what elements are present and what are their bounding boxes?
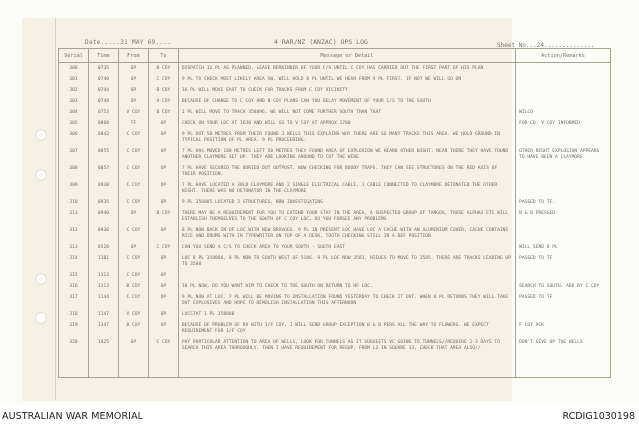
cell-from: C COY [118, 129, 148, 146]
cell-to: OP [148, 281, 178, 292]
cell-message: 7 PL HAS MOVED 100 METRES LEFT 50 METRES THEY FOUND AREA OF EXPLOSION WE HEARD OTHER NIGHT. NEAR THERE THEY HAVE FOUND ANOTHER CLAYMORE SET UP. THEY ARE LOOKING AROUND TO CUT THE WIRE [178, 146, 515, 163]
cell-remarks [516, 129, 611, 146]
table-header-row [59, 49, 611, 63]
cell-message: CAN YOU SEND A C/S TO CHECK AREA TO YOUR SOUTH - SOUTH EAST [178, 242, 515, 253]
cell-to: B COY [148, 85, 178, 96]
cell-remarks: DON'T GIVE UP THE WELLS [516, 337, 611, 377]
cell-serial: 300 [59, 63, 89, 75]
punch-hole [35, 129, 47, 141]
cell-serial: 311 [59, 208, 89, 225]
cell-message: CHECK ON YOUR LOC AT 1630 AND WILL GO TO V COY AT APPROX 1700 [178, 118, 515, 129]
cell-remarks: SEARCH TO SOUTH. ADD BY C COY [516, 281, 611, 292]
margin-line [55, 18, 56, 400]
punch-hole [35, 273, 47, 285]
punch-hole [35, 312, 47, 324]
table-row [59, 253, 611, 270]
cell-remarks [516, 180, 611, 197]
institution-label: AUSTRALIAN WAR MEMORIAL [2, 411, 144, 422]
table-row [59, 197, 611, 208]
cell-time: 0930 [88, 225, 118, 242]
cell-serial: 306 [59, 129, 89, 146]
cell-time: 0935 [88, 197, 118, 208]
cell-time: 0520 [88, 242, 118, 253]
cell-message: BECAUSE OF PROBLEM OF RV WITH 1/F COY, I WILL SEND GROUP EXCEPTION B & B PERS ALL THE WAY TO FLOWERS. WE EXPECT REQUIREMENT FOR 1/F COY [178, 320, 515, 337]
table-row [59, 208, 611, 225]
cell-to: C COY [148, 242, 178, 253]
cell-from: C COY [118, 146, 148, 163]
cell-remarks [516, 163, 611, 180]
column-header-message: Message or Detail [178, 49, 515, 63]
cell-to: OP [148, 180, 178, 197]
cell-to: OP [148, 253, 178, 270]
log-body [59, 63, 611, 378]
cell-from: C COY [118, 197, 148, 208]
table-row [59, 180, 611, 197]
column-header-serial: Serial [59, 49, 89, 63]
cell-to: B COY [148, 63, 178, 75]
cell-time: 1425 [88, 337, 118, 377]
cell-time: 0740 [88, 74, 118, 85]
cell-message: 10 PL NOW, DO YOU WANT HIM TO CHECK TO THE SOUTH ON RETURN TO HF LOC. [178, 281, 515, 292]
log-date: Date.....31 MAY 69.... [85, 39, 172, 46]
cell-time: 0940 [88, 208, 118, 225]
cell-from: C COY [118, 163, 148, 180]
table-row [59, 270, 611, 281]
cell-serial: 320 [59, 337, 89, 377]
cell-message: DISPATCH 11 PL AS PLANNED, LEAVE REMAINDER OF YOUR C/S UNTIL C COY HAS CARRIED OUT THE FIRST PART OF HIS PLAN [178, 63, 515, 75]
cell-remarks: WILCO [516, 107, 611, 118]
cell-serial: 316 [59, 281, 89, 292]
column-header-remarks: Action/Remarks [516, 49, 611, 63]
cell-serial: 308 [59, 163, 89, 180]
cell-time: 0753 [88, 107, 118, 118]
cell-message: LOCSTAT 1 PL 358888 [178, 309, 515, 320]
cell-serial: 318 [59, 309, 89, 320]
table-row [59, 85, 611, 96]
cell-remarks [516, 225, 611, 242]
cell-to: OP [148, 129, 178, 146]
cell-time: 0748 [88, 96, 118, 107]
cell-to: OP [148, 270, 178, 281]
cell-to: OP [148, 309, 178, 320]
cell-time: 1347 [88, 320, 118, 337]
cell-from: OP [118, 208, 148, 225]
cell-remarks [516, 85, 611, 96]
cell-to: OP [148, 197, 178, 208]
punch-hole [35, 169, 47, 181]
cell-serial: 317 [59, 292, 89, 309]
cell-from: C COY [118, 180, 148, 197]
cell-serial: 304 [59, 107, 89, 118]
cell-from: C COY [118, 225, 148, 242]
column-header-to: To [148, 49, 178, 63]
table-row [59, 118, 611, 129]
cell-to: OP [148, 225, 178, 242]
table-row [59, 63, 611, 75]
table-row [59, 242, 611, 253]
column-header-time: Time [88, 49, 118, 63]
log-title: 4 RAR/NZ (ANZAC) OPS LOG [274, 38, 368, 46]
cell-message: 9 PL TO CHECK MOST LIKELY AREA SW. WILL HOLD 8 PL UNTIL WE HEAR FROM 9 PL FIRST. IF NOT WE WILL GO ON [178, 74, 515, 85]
table-row [59, 107, 611, 118]
cell-message: 10 PL WILL MOVE EAST TO CHECK FOR TRACKS FROM C COY VICINITY [178, 85, 515, 96]
cell-from: OP [118, 96, 148, 107]
cell-remarks [516, 96, 611, 107]
cell-message: THERE MAY BE A REQUIREMENT FOR YOU TO EXTEND YOUR STAY IN THE AREA, A SUSPECTED GROUP OF TANGOS, THOSE ALPHAS ETC WILL ESTABLISH THEMSELVES TO THE SOUTH OF C COY LOC, DO YOU FORSEE ANY PROBLEMS [178, 208, 515, 225]
table-row [59, 225, 611, 242]
cell-from: OP [118, 85, 148, 96]
cell-serial: 314 [59, 253, 89, 270]
cell-from: C COY [118, 253, 148, 270]
cell-to: V COY [148, 96, 178, 107]
cell-serial: 303 [59, 96, 89, 107]
table-row [59, 163, 611, 180]
cell-from: OP [118, 337, 148, 377]
cell-time: 1101 [88, 253, 118, 270]
cell-remarks: F COY ACK [516, 320, 611, 337]
table-row [59, 146, 611, 163]
table-row [59, 96, 611, 107]
cell-message: PAY PARTICULAR ATTENTION TO AREA OF WELLS, LOOK FOR TUNNELS AS IT SUGGESTS VC GOING TO TUNNELS//REQUIRE 2-3 DAYS TO SEARCH THIS AREA THOROUGHLY. THEN I HAVE REQUIREMENT FOR REGUP, FROM LZ IN SQUARE 13, CHECK THAT AREA ALSO// [178, 337, 515, 377]
cell-from: C COY [118, 292, 148, 309]
cell-to: C COY [148, 74, 178, 85]
table-row [59, 129, 611, 146]
cell-serial: 301 [59, 74, 89, 85]
accession-id: RCDIG1030198 [562, 411, 635, 422]
cell-to: C COY [148, 337, 178, 377]
table-row [59, 74, 611, 85]
cell-message: 9 PL OUT 50 METRES FROM THEIR FOUND 3 WELLS THIS EXPLAINS WHY THERE ARE SO MANY TRACKS THIS AREA. WE HOLD GROUND IN TYPICAL POSITION OF PL AREA. 9 PL PROCEEDING. [178, 129, 515, 146]
cell-message [178, 270, 515, 281]
table-row [59, 337, 611, 377]
cell-message: 1 PL WILL MOVE TO TRACK 358896, WE WILL NOT COME FURTHER SOUTH THAN THAT [178, 107, 515, 118]
cell-to: OP [148, 146, 178, 163]
cell-time: 1113 [88, 281, 118, 292]
cell-serial: 310 [59, 197, 89, 208]
cell-remarks: FOR CO: V COY INFORMED [516, 118, 611, 129]
cell-message: 7 PL HAVE SECURED THE BURIED DUT OUTPOST, NOW CHECKING FOR BOOBY TRAPS. THEY CAN SEE STRUCTURES ON THE RED AXIS OF THEIR POSITION. [178, 163, 515, 180]
cell-to: OP [148, 118, 178, 129]
cell-time: 0855 [88, 146, 118, 163]
cell-message: 9 PL NOW AT LOC. 7 PL WILL BE MOVING TO INSTALLATION FOUND YESTERDAY TO CHECK IT OUT. WHEN 8 PL RETURNS THEY WILL TAKE OUT EXPLOSIVES AND HOPE TO DEMOLISH INSTALLATION THIS AFTERNOON [178, 292, 515, 309]
cell-time: 0930 [88, 180, 118, 197]
cell-from: B COY [118, 320, 148, 337]
cell-to: OP [148, 292, 178, 309]
cell-remarks [516, 309, 611, 320]
cell-remarks [516, 74, 611, 85]
cell-time: 0744 [88, 85, 118, 96]
cell-remarks: PASSED TO TF [516, 253, 611, 270]
cell-message: 8 PL NOW BACK IN OF LOC WITH NEW BRAVOES. 9 PL IN PRESENT LOC HAVE LOC A CACHE WITH AN ALUMINIUM COVER, CACHE CONTAINS RICE AND DRUMS WITH IN TYPEWRITER ON TOP OF A DESK, TOOTH CHECKING STILL IN A DEF POSITION [178, 225, 515, 242]
cell-serial: 305 [59, 118, 89, 129]
cell-remarks [516, 63, 611, 75]
cell-time: 0735 [88, 63, 118, 75]
table-row [59, 320, 611, 337]
cell-from: C COY [118, 270, 148, 281]
cell-time: 0800 [88, 118, 118, 129]
cell-to: B COY [148, 107, 178, 118]
cell-serial: 313 [59, 242, 89, 253]
cell-from: OP [118, 242, 148, 253]
cell-message: 9 PL 356885 LOCATED 3 STRUCTURES, NOW INVESTIGATING [178, 197, 515, 208]
table-row [59, 292, 611, 309]
cell-to: B COY [148, 208, 178, 225]
cell-from: TF [118, 118, 148, 129]
cell-serial: 307 [59, 146, 89, 163]
ops-log-table [58, 48, 611, 378]
cell-serial: 319 [59, 320, 89, 337]
cell-from: OP [118, 74, 148, 85]
cell-from: V COY [118, 107, 148, 118]
cell-time: 0843 [88, 129, 118, 146]
cell-serial: 312 [59, 225, 89, 242]
cell-message: LOC 8 PL 358886, 8 PL NOW TO SOUTH WEST OF 5186. 9 PL LOC NOW 3581, HIEUES TO MOVE TO 3585. THERE ARE TRACKS LEADING UP TO 3588 [178, 253, 515, 270]
cell-remarks: WILL SEND 8 PL [516, 242, 611, 253]
cell-remarks: OTHER NIGHT EXPLOSION APPEARS TO HAVE BEEN A CLAYMORE [516, 146, 611, 163]
cell-remarks: PASSED TO TF. [516, 197, 611, 208]
cell-to: OP [148, 163, 178, 180]
cell-message: BECAUSE OF CHANGE TO C COY AND B COY PLANS CAN YOU DELAY MOVEMENT OF YOUR C/S TO THE SOUTH [178, 96, 515, 107]
cell-message: 7 PL HAVE LOCATED A 30LB CLAYMORE AND 2 SINGLE ELECTRICAL CABLE, 1 CABLE CONNECTED TO CLAYMORE DETONATED THE OTHER NIGHT. THERE WAS NO DETONATOR IN THE CLAYMORE [178, 180, 515, 197]
cell-remarks: PASSED TO TF [516, 292, 611, 309]
column-header-from: From [118, 49, 148, 63]
cell-time: 1144 [88, 292, 118, 309]
cell-serial: 309 [59, 180, 89, 197]
cell-to: OP [148, 320, 178, 337]
table-row [59, 309, 611, 320]
cell-serial: 315 [59, 270, 89, 281]
cell-from: B COY [118, 281, 148, 292]
cell-time: 1147 [88, 309, 118, 320]
table-row [59, 281, 611, 292]
cell-remarks: N & B PRESSED [516, 208, 611, 225]
cell-from: OP [118, 63, 148, 75]
cell-serial: 302 [59, 85, 89, 96]
cell-time: 0857 [88, 163, 118, 180]
cell-remarks [516, 270, 611, 281]
sheet-number: Sheet No...24.............. [497, 42, 595, 49]
cell-time: 1113 [88, 270, 118, 281]
cell-from: V COY [118, 309, 148, 320]
